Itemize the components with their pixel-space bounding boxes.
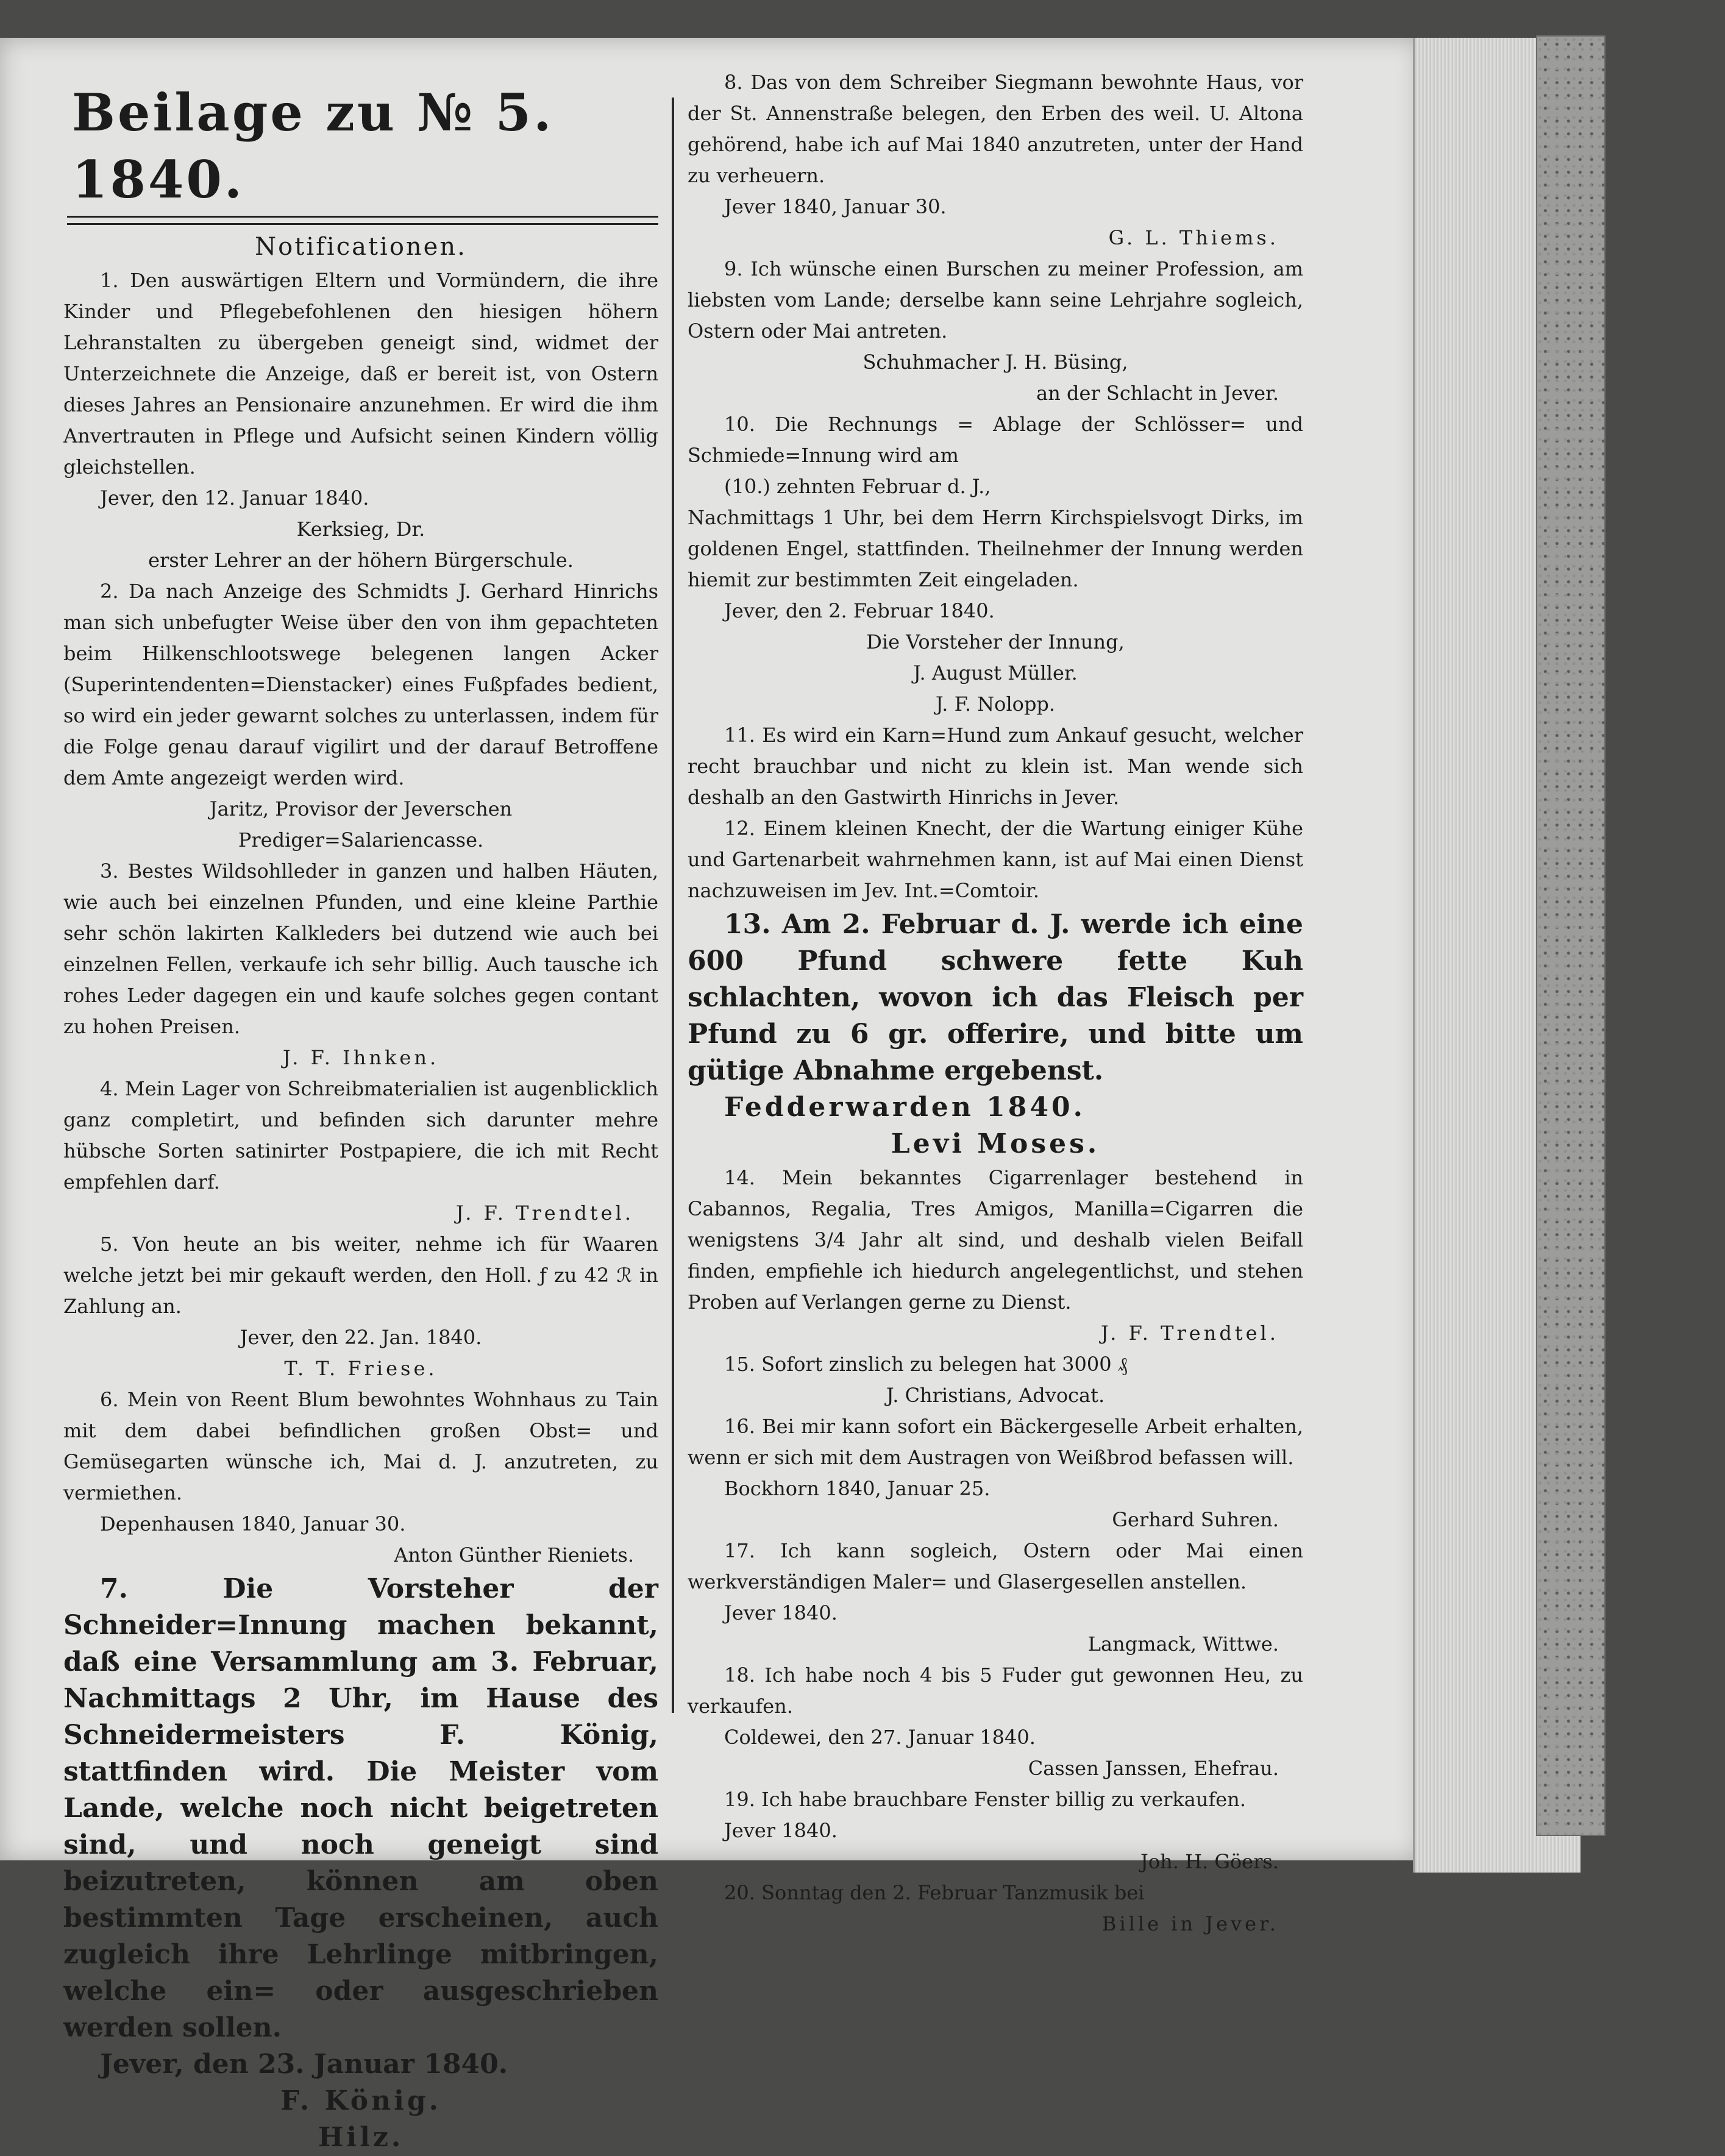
notice-7	[63, 1571, 658, 2156]
notice-signature: J. F. Trendtel.	[1100, 1322, 1279, 1345]
notice-17	[688, 1535, 1303, 1660]
notice-text-date: (10.) zehnten Februar d. J.,	[724, 475, 991, 498]
notice-signature: Joh. H. Göers.	[1140, 1850, 1279, 1873]
notice-signature: G. L. Thiems.	[1108, 226, 1279, 249]
notice-16	[688, 1411, 1303, 1535]
notice-9	[688, 254, 1303, 409]
notice-signature-3: J. F. Nolopp.	[935, 692, 1056, 716]
book-cover-edge	[1536, 35, 1606, 1836]
notice-15	[688, 1349, 1303, 1411]
notice-text: 10. Die Rechnungs = Ablage der Schlösser= und Schmiede=Innung wird am	[688, 413, 1303, 467]
notice-signature-role: erster Lehrer an der höhern Bürgerschule.	[148, 549, 574, 572]
notice-14	[688, 1162, 1303, 1349]
right-column	[688, 67, 1303, 1940]
notice-4	[63, 1073, 658, 1229]
notice-1	[63, 265, 658, 576]
notice-text: 8. Das von dem Schreiber Siegmann bewohnte Haus, vor der St. Annenstraße belegen, den Erben des weil. U. Altona gehörend, habe ich auf Mai 1840 anzutreten, unter der Hand zu verheuern.	[688, 71, 1303, 187]
notice-date: Jever, den 23. Januar 1840.	[100, 2049, 508, 2080]
notice-text-cont: Nachmittags 1 Uhr, bei dem Herrn Kirchspielsvogt Dirks, im goldenen Engel, stattfinden. Theilnehmer der Innung werden hiemit zur bestimmten Zeit eingeladen.	[688, 506, 1303, 591]
notice-signature: F. König.	[280, 2085, 441, 2116]
notice-text: 18. Ich habe noch 4 bis 5 Fuder gut gewonnen Heu, zu verkaufen.	[688, 1663, 1303, 1718]
notice-text: 17. Ich kann sogleich, Ostern oder Mai einen werkverständigen Maler= und Glasergesellen anstellen.	[688, 1539, 1303, 1593]
masthead-rule	[67, 216, 658, 225]
notice-date: Jever 1840.	[724, 1601, 838, 1624]
notice-date: Jever, den 22. Jan. 1840.	[240, 1326, 482, 1349]
notice-signature: Kerksieg, Dr.	[296, 518, 425, 541]
notice-6	[63, 1384, 658, 1571]
notice-signature: Die Vorsteher der Innung,	[866, 630, 1125, 653]
notice-date: Jever 1840.	[724, 1819, 838, 1842]
notice-signature: Gerhard Suhren.	[1112, 1508, 1279, 1531]
notice-text: 2. Da nach Anzeige des Schmidts J. Gerhard Hinrichs man sich unbefugter Weise über den von ihm gepachteten beim Hilkenschlootswege belegenen langen Acker (Superintendenten=Dienstacker) eines Fußpfades bedient, so wird ein jeder gewarnt solches zu unterlassen, indem für die Folge genau darauf vigilirt und der darauf Betroffene dem Amte angezeigt werden wird.	[63, 580, 658, 789]
notice-text: 12. Einem kleinen Knecht, der die Wartung einiger Kühe und Gartenarbeit wahrnehmen kann, ist auf Mai einen Dienst nachzuweisen im Jev. Int.=Comtoir.	[688, 817, 1303, 902]
notice-text: 19. Ich habe brauchbare Fenster billig zu verkaufen.	[724, 1788, 1247, 1811]
notice-date: Bockhorn 1840, Januar 25.	[724, 1477, 991, 1500]
notice-text: 16. Bei mir kann sofort ein Bäckergeselle Arbeit erhalten, wenn er sich mit dem Austragen von Weißbrod befassen will.	[688, 1415, 1303, 1469]
notice-date: Jever, den 2. Februar 1840.	[724, 599, 995, 622]
notice-signature: Langmack, Wittwe.	[1087, 1632, 1279, 1656]
notice-signature-2: Hilz.	[318, 2122, 404, 2153]
notice-text: 3. Bestes Wildsohlleder in ganzen und halben Häuten, wie auch bei einzelnen Pfunden, und eine kleine Parthie sehr schön lakirten Kalkleders bei dutzend wie auch bei einzelnen Fellen, verkaufe ich sehr billig. Auch tausche ich rohes Leder dagegen ein und kaufe solches gegen contant zu hohen Preisen.	[63, 859, 658, 1038]
column-divider	[672, 98, 674, 1713]
notice-signature: Jaritz, Provisor der Jeverschen	[209, 797, 513, 820]
notice-13	[688, 906, 1303, 1162]
section-title: Notificationen.	[255, 233, 467, 261]
notice-18	[688, 1660, 1303, 1784]
notice-11	[688, 720, 1303, 813]
left-column	[63, 67, 658, 2156]
notice-text: 6. Mein von Reent Blum bewohntes Wohnhaus zu Tain mit dem dabei befindlichen großen Obst= und Gemüsegarten wünsche ich, Mai d. J. anzutreten, zu vermiethen.	[63, 1388, 658, 1504]
notice-text: 20. Sonntag den 2. Februar Tanzmusik bei	[724, 1881, 1145, 1904]
notice-date: Fedderwarden 1840.	[724, 1092, 1086, 1123]
notice-signature: Levi Moses.	[891, 1128, 1100, 1159]
notice-text: 9. Ich wünsche einen Burschen zu meiner Profession, am liebsten vom Lande; derselbe kann seine Lehrjahre sogleich, Ostern oder Mai antreten.	[688, 257, 1303, 343]
notice-date: Jever 1840, Januar 30.	[724, 195, 947, 218]
notice-12	[688, 813, 1303, 906]
notice-5	[63, 1229, 658, 1384]
notice-3	[63, 856, 658, 1073]
notice-signature-2: an der Schlacht in Jever.	[1036, 382, 1279, 405]
notice-signature: T. T. Friese.	[284, 1357, 438, 1380]
notice-signature-role: Prediger=Salariencasse.	[238, 828, 484, 852]
notice-date: Jever, den 12. Januar 1840.	[100, 486, 369, 510]
notice-signature: J. F. Ihnken.	[282, 1046, 439, 1069]
notice-8	[688, 67, 1303, 254]
masthead: Beilage zu № 5. 1840.	[72, 82, 554, 210]
notice-signature: Bille in Jever.	[1101, 1912, 1279, 1935]
notice-text: 5. Von heute an bis weiter, nehme ich für Waaren welche jetzt bei mir gekauft werden, den Holl. ƒ zu 42 ℛ in Zahlung an.	[63, 1233, 658, 1318]
notice-signature: Anton Günther Rieniets.	[394, 1543, 634, 1567]
notice-text: 7. Die Vorsteher der Schneider=Innung machen bekannt, daß eine Versammlung am 3. Februar, Nachmittags 2 Uhr, im Hause des Schneidermeisters F. König, stattfinden wird. Die Meister vom Lande, welche noch nicht beigetreten sind, und noch geneigt sind beizutreten, können am oben bestimmten Tage erscheinen, auch zugleich ihre Lehrlinge mitbringen, welche ein= oder ausgeschrieben werden sollen.	[63, 1573, 658, 2043]
notice-signature: Schuhmacher J. H. Büsing,	[862, 350, 1128, 374]
notice-signature: Cassen Janssen, Ehefrau.	[1028, 1757, 1279, 1780]
notice-date: Depenhausen 1840, Januar 30.	[100, 1512, 406, 1535]
notice-20	[688, 1877, 1303, 1940]
notice-text: 4. Mein Lager von Schreibmaterialien ist augenblicklich ganz completirt, und befinden sich darunter mehre hübsche Sorten satinirter Postpapiere, die ich mit Recht empfehlen darf.	[63, 1077, 658, 1194]
notice-2	[63, 576, 658, 856]
notice-text: 1. Den auswärtigen Eltern und Vormündern, die ihre Kinder und Pflegebefohlenen den hiesigen höhern Lehranstalten zu übergeben geneigt sind, widmet der Unterzeichnete die Anzeige, daß er bereit ist, von Ostern dieses Jahres an Pensionaire anzunehmen. Er wird die ihm Anvertrauten in Pflege und Aufsicht seinen Kindern völlig gleichstellen.	[63, 269, 658, 479]
notice-10	[688, 409, 1303, 720]
notice-signature-2: J. August Müller.	[913, 661, 1078, 685]
notice-date: Coldewei, den 27. Januar 1840.	[724, 1726, 1036, 1749]
notice-signature: J. F. Trendtel.	[455, 1201, 634, 1225]
notice-text: 15. Sofort zinslich zu belegen hat 3000 ₰	[724, 1353, 1128, 1376]
notice-text: 11. Es wird ein Karn=Hund zum Ankauf gesucht, welcher recht brauchbar und nicht zu klein ist. Man wende sich deshalb an den Gastwirth Hinrichs in Jever.	[688, 724, 1303, 809]
notice-signature: J. Christians, Advocat.	[886, 1384, 1105, 1407]
notice-text: 13. Am 2. Februar d. J. werde ich eine 600 Pfund schwere fette Kuh schlachten, wovon ich das Fleisch per Pfund zu 6 gr. offerire, und bitte um gütige Abnahme ergebenst.	[688, 909, 1303, 1086]
notice-19	[688, 1784, 1303, 1877]
notice-text: 14. Mein bekanntes Cigarrenlager bestehend in Cabannos, Regalia, Tres Amigos, Manilla=Cigarren die wenigstens 3/4 Jahr alt sind, und deshalb vielen Beifall finden, empfiehle ich hiedurch angelegentlichst, und stehen Proben auf Verlangen gerne zu Dienst.	[688, 1166, 1303, 1314]
